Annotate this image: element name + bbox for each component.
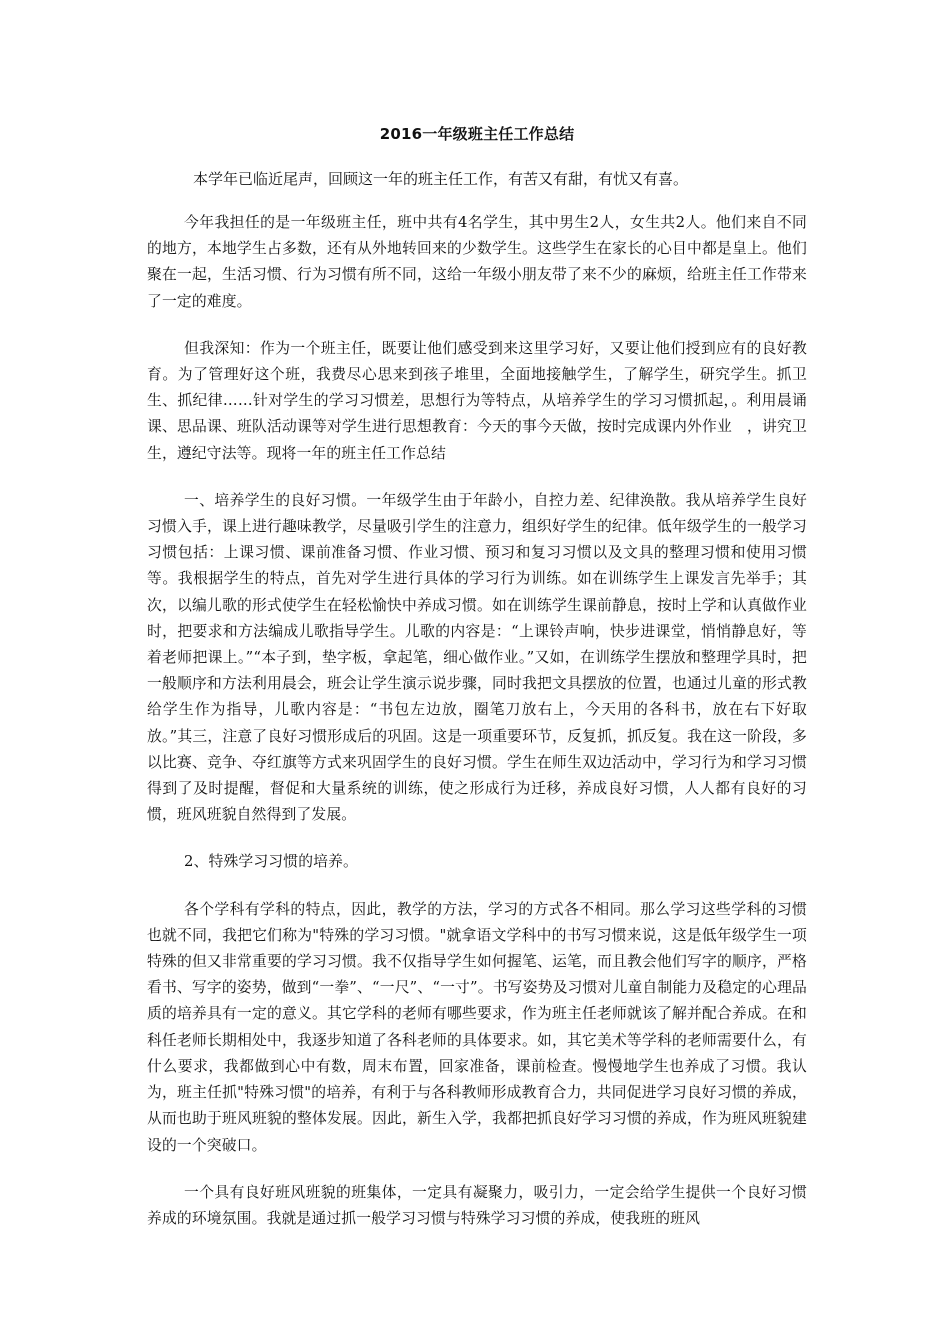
paragraph-class-atmosphere: 一个具有良好班风班貌的班集体，一定具有凝聚力，吸引力，一定会给学生提供一个良好习惯养成的环境氛围。我就是通过抓一般学习习惯与特殊学习习惯的养成，使我班的班风: [147, 1183, 807, 1227]
paragraph-good-habits: 一、培养学生的良好习惯。一年级学生由于年龄小，自控力差、纪律涣散。我从培养学生良好习惯入手，课上进行趣味教学，尽量吸引学生的注意力，组织好学生的纪律。低年级学生的一般学习习惯包括：上课习惯、课前准备习惯、作业习惯、预习和复习习惯以及文具的整理习惯和使用习惯等。我根据学生的特点，首先对学生进行具体的学习行为训练。如在训练学生上课发言先举手；其次，以编儿歌的形式使学生在轻松愉快中养成习惯。如在训练学生课前静息，按时上学和认真做作业时，把要求和方法编成儿歌指导学生。儿歌的内容是：“上课铃声响，快步进课堂，悄悄静息好，等着老师把课上。”“本子到，垫字板，拿起笔，细心做作业。”又如，在训练学生摆放和整理学具时，把一般顺序和方法利用晨会，班会让学生演示说步骤，同时我把文具摆放的位置，也通过儿童的形式教给学生作为指导，儿歌内容是：“书包左边放，圈笔刀放右上，今天用的各科书，放在右下好取放。”其三，注意了良好习惯形成后的巩固。这是一项重要环节，反复抓，抓反复。我在这一阶段，多以比赛、竞争、夺红旗等方式来巩固学生的良好习惯。学生在师生双边活动中，学习行为和学习习惯得到了及时提醒，督促和大量系统的训练，使之形成行为迁移，养成良好习惯，人人都有良好的习惯，班风班貌自然得到了发展。: [147, 491, 807, 824]
document-page: [147, 118, 807, 1253]
paragraph-teacher-approach: 但我深知：作为一个班主任，既要让他们感受到来这里学习好，又要让他们授到应有的良好教育。为了管理好这个班，我费尽心思来到孩子堆里，全面地接触学生，了解学生，研究学生。抓卫生、抓纪律……针对学生的学习习惯差，思想行为等特点，从培养学生的学习习惯抓起，。利用晨诵课、思品课、班队活动课等对学生进行思想教育：今天的事今天做，按时完成课内外作业 ，讲究卫生，遵纪守法等。现将一年的班主任工作总结: [147, 339, 807, 462]
document-title: 2016一年级班主任工作总结: [379, 125, 575, 143]
paragraph-special-habits: 各个学科有学科的特点，因此，教学的方法，学习的方式各不相同。那么学习这些学科的习惯也就不同，我把它们称为"特殊的学习习惯。"就拿语文学科中的书写习惯来说，这是低年级学生一项特殊的但又非常重要的学习习惯。我不仅指导学生如何握笔、运笔，而且教会他们写字的顺序，严格看书、写字的姿势，做到“一拳”、“一尺”、“一寸”。书写姿势及习惯对儿童自制能力及稳定的心理品质的培养具有一定的意义。其它学科的老师有哪些要求，作为班主任老师就该了解并配合养成。在和科任老师长期相处中，我逐步知道了各科老师的具体要求。如，其它美术等学科的老师需要什么，有什么要求，我都做到心中有数，周末布置，回家准备，课前检查。慢慢地学生也养成了习惯。我认为，班主任抓"特殊习惯"的培养，有利于与各科教师形成教育合力，共同促进学习良好习惯的养成，从而也助于班风班貌的整体发展。因此，新生入学，我都把抓良好学习习惯的养成，作为班风班貌建设的一个突破口。: [147, 900, 807, 1154]
intro-line: 本学年已临近尾声，回顾这一年的班主任工作，有苦又有甜，有忧又有喜。: [193, 170, 689, 188]
section-heading-special-habits: 2、特殊学习习惯的培养。: [184, 853, 358, 871]
paragraph-class-overview: 今年我担任的是一年级班主任，班中共有4名学生，其中男生2人，女生共2人。他们来自不同的地方，本地学生占多数，还有从外地转回来的少数学生。这些学生在家长的心目中都是皇上。他们聚在一起，生活习惯、行为习惯有所不同，这给一年级小朋友带了来不少的麻烦，给班主任工作带来了一定的难度。: [147, 214, 807, 310]
